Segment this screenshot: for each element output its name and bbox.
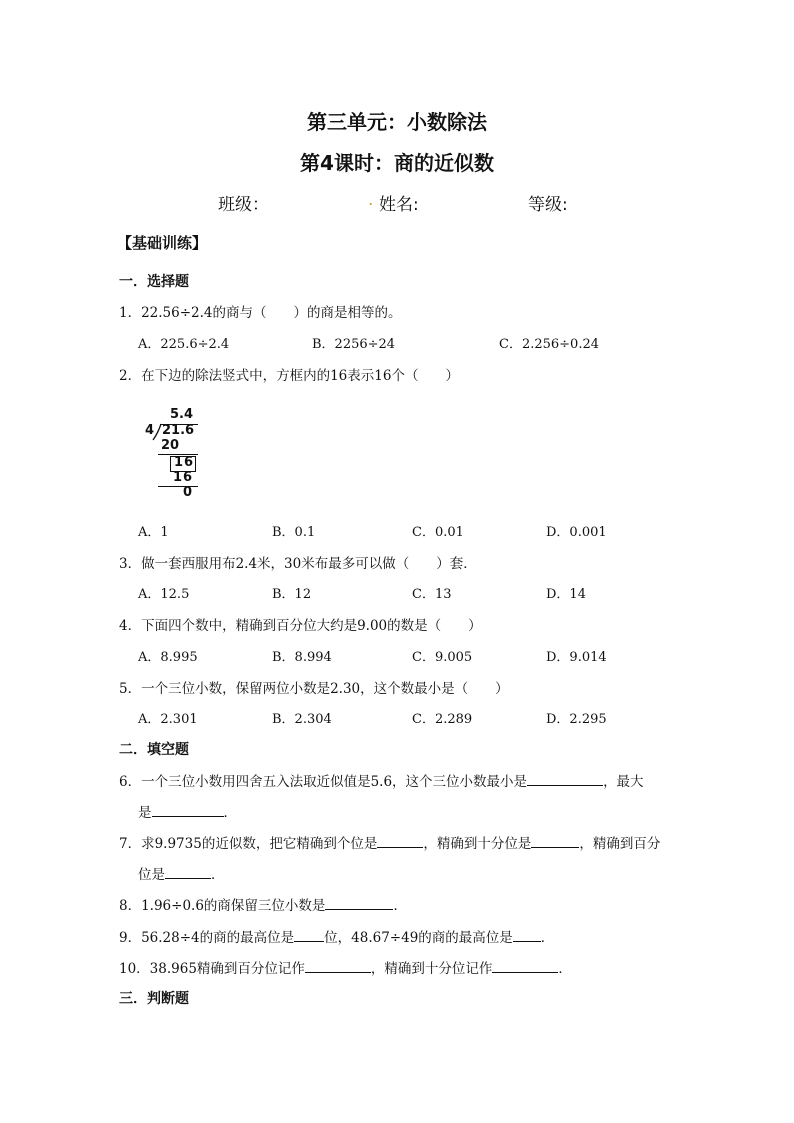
section2-title: 二．填空题 bbox=[119, 742, 189, 758]
question-6 bbox=[119, 770, 644, 790]
q2-option-b: B．0.1 bbox=[272, 525, 316, 540]
q9-blank-1[interactable] bbox=[294, 927, 324, 942]
q1-option-b: B．2256÷24 bbox=[312, 337, 396, 352]
q4-option-a: A．8.995 bbox=[138, 650, 198, 665]
q6-text-a: 6．一个三位小数用四舍五入法取近似值是5.6，这个三位小数最小是 bbox=[119, 774, 528, 790]
name-label: 姓名: bbox=[379, 195, 419, 215]
q5-option-b: B．2.304 bbox=[272, 712, 332, 727]
q7-blank-ones[interactable] bbox=[377, 833, 423, 848]
q7-text-d: 位是 bbox=[138, 867, 165, 883]
q3-option-d: D．14 bbox=[546, 587, 586, 602]
q8-blank[interactable] bbox=[325, 895, 393, 910]
question-3: 3．做一套西服用布2.4米，30米布最多可以做（ ）套． bbox=[119, 556, 477, 572]
question-10 bbox=[119, 957, 572, 977]
question-7-cont bbox=[138, 863, 225, 883]
q7-text-e: ． bbox=[211, 867, 225, 883]
ld-remainder: 0 bbox=[183, 485, 193, 500]
q3-option-a: A．12.5 bbox=[138, 587, 190, 602]
q9-text-a: 9．56.28÷4的商的最高位是 bbox=[119, 930, 295, 946]
question-4: 4．下面四个数中，精确到百分位大约是9.00的数是（ ） bbox=[119, 618, 482, 634]
lesson-title: 第4课时：商的近似数 bbox=[300, 151, 494, 175]
ld-divisor: 4 bbox=[145, 423, 155, 438]
ld-sub2: 16 bbox=[173, 470, 194, 485]
question-9 bbox=[119, 926, 554, 946]
question-8 bbox=[119, 894, 407, 914]
q1-option-a: A．225.6÷2.4 bbox=[138, 337, 230, 352]
q7-text-a: 7．求9.9735的近似数，把它精确到个位是 bbox=[119, 836, 378, 852]
q9-text-b: 位，48.67÷49的商的最高位是 bbox=[324, 930, 513, 946]
ld-boxed-value: 16 bbox=[174, 455, 195, 470]
ld-quotient: 5.4 bbox=[170, 407, 194, 422]
section-basic-training: 【基础训练】 bbox=[117, 234, 208, 252]
question-5: 5．一个三位小数，保留两位小数是2.30，这个数最小是（ ） bbox=[119, 681, 509, 697]
q6-text-b: ，最大 bbox=[603, 774, 644, 790]
q6-text-c: 是 bbox=[138, 805, 152, 821]
grade-label: 等级: bbox=[528, 195, 568, 215]
class-label: 班级： bbox=[218, 195, 269, 215]
q2-option-d: D．0.001 bbox=[546, 525, 607, 540]
q2-option-a: A．1 bbox=[138, 525, 169, 540]
q9-blank-2[interactable] bbox=[513, 927, 541, 942]
question-1: 1．22.56÷2.4的商与（ ）的商是相等的。 bbox=[119, 305, 402, 321]
q6-blank-min[interactable] bbox=[527, 771, 603, 786]
q8-text-b: ． bbox=[393, 898, 407, 914]
q3-option-b: B．12 bbox=[272, 587, 312, 602]
separator-dot: . bbox=[368, 190, 374, 210]
q5-option-a: A．2.301 bbox=[138, 712, 198, 727]
q9-text-c: ． bbox=[540, 930, 555, 946]
q7-text-c: ，精确到百分 bbox=[579, 836, 661, 852]
section1-title: 一．选择题 bbox=[119, 274, 189, 290]
q7-blank-tenths[interactable] bbox=[531, 833, 579, 848]
section3-title: 三．判断题 bbox=[119, 991, 189, 1007]
q5-option-c: C．2.289 bbox=[412, 712, 473, 727]
q6-text-d: ． bbox=[223, 805, 237, 821]
q4-option-d: D．9.014 bbox=[546, 650, 607, 665]
question-2: 2．在下边的除法竖式中，方框内的16表示16个（ ） bbox=[119, 368, 459, 384]
q8-text-a: 8．1.96÷0.6的商保留三位小数是 bbox=[119, 898, 326, 914]
q10-text-b: ，精确到十分位记作 bbox=[370, 961, 493, 977]
q10-blank-2[interactable] bbox=[492, 958, 558, 973]
question-7 bbox=[119, 832, 660, 852]
q5-option-d: D．2.295 bbox=[546, 712, 607, 727]
q7-text-b: ，精确到十分位是 bbox=[423, 836, 532, 852]
q10-text-c: ． bbox=[558, 961, 572, 977]
ld-dividend: 21.6 bbox=[162, 423, 195, 438]
q6-blank-max[interactable] bbox=[152, 802, 224, 817]
ld-sub1: 20 bbox=[161, 438, 180, 453]
long-division-figure bbox=[140, 405, 210, 501]
q10-text-a: 10．38.965精确到百分位记作 bbox=[119, 961, 305, 977]
q4-option-c: C．9.005 bbox=[412, 650, 473, 665]
q2-option-c: C．0.01 bbox=[412, 525, 464, 540]
q3-option-c: C．13 bbox=[412, 587, 452, 602]
q7-blank-hundredths[interactable] bbox=[165, 864, 211, 879]
question-6-cont bbox=[138, 801, 237, 821]
q1-option-c: C．2.256÷0.24 bbox=[499, 337, 600, 352]
q4-option-b: B．8.994 bbox=[272, 650, 332, 665]
unit-title: 第三单元：小数除法 bbox=[307, 110, 487, 134]
q10-blank-1[interactable] bbox=[305, 958, 371, 973]
